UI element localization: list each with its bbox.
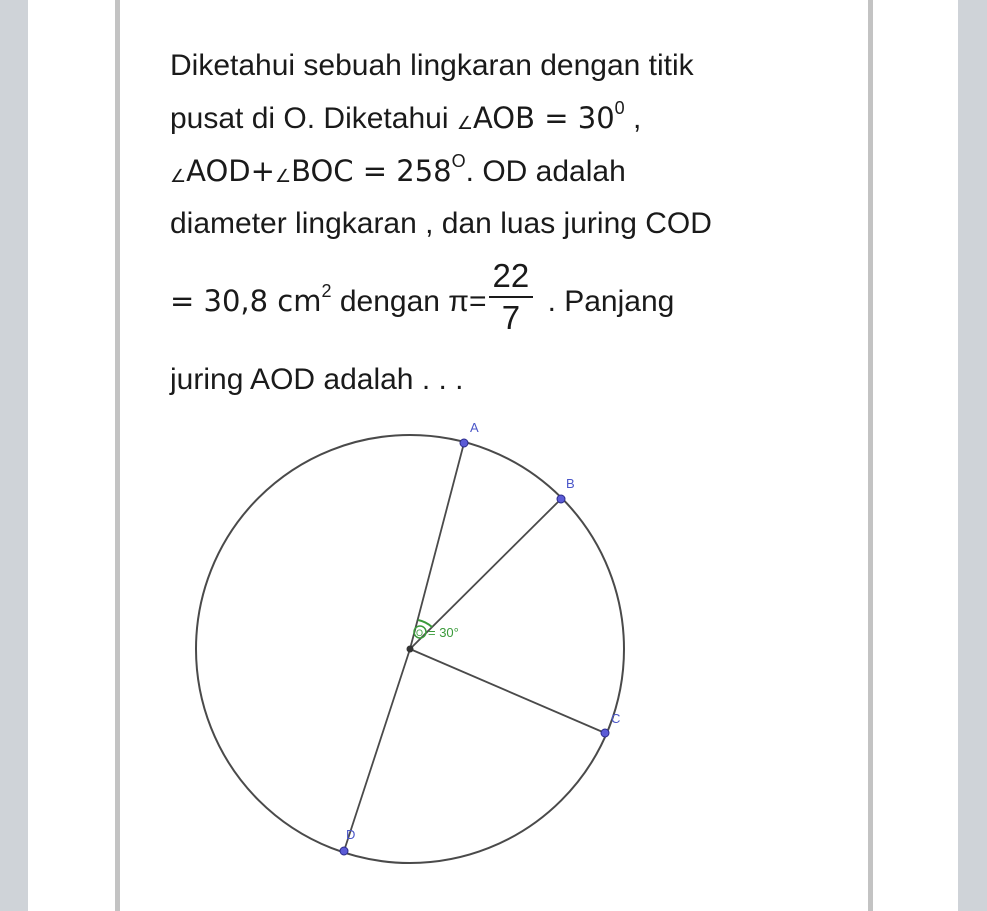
radius-oc — [410, 649, 605, 733]
point-b — [557, 495, 565, 503]
problem-line-4 — [170, 206, 712, 242]
problem-line-1-text: Diketahui sebuah lingkaran dengan titik — [170, 49, 694, 82]
aob-degree: 0 — [614, 98, 625, 118]
radius-oa — [410, 443, 464, 649]
left-margin-panel — [0, 0, 28, 911]
area-exponent: 2 — [321, 280, 332, 301]
boc-degree: O — [451, 151, 466, 171]
problem-line-4-text: diameter lingkaran , dan luas juring COD — [170, 207, 712, 240]
point-a — [460, 439, 468, 447]
problem-line-6-text: juring AOD adalah . . . — [170, 363, 464, 396]
label-c: C — [611, 711, 621, 726]
aob-expression: AOB = 30 — [472, 101, 615, 135]
label-b: B — [566, 476, 575, 491]
pi-text: dengan π= — [331, 284, 487, 318]
area-expression: = 30,8 cm — [170, 283, 322, 318]
center-point — [407, 646, 414, 653]
problem-line-2-text: pusat di O. Diketahui — [170, 102, 457, 135]
right-margin-panel — [958, 0, 987, 911]
label-d: D — [346, 827, 356, 842]
problem-line-6 — [170, 362, 464, 398]
pi-fraction — [489, 256, 534, 338]
problem-line-2 — [170, 100, 641, 140]
fraction-denominator: 7 — [501, 299, 521, 336]
angle-symbol-aod: ∠ — [170, 166, 187, 186]
problem-line-5 — [170, 257, 675, 344]
left-border-line — [115, 0, 120, 911]
problem-line-3-text: . OD adalah — [465, 155, 626, 188]
point-c — [601, 729, 609, 737]
angle-symbol-boc: ∠ — [274, 166, 292, 186]
problem-line-5-text: . Panjang — [539, 284, 675, 318]
comma: , — [624, 102, 642, 135]
problem-line-1 — [170, 48, 694, 84]
radius-od — [344, 649, 410, 851]
problem-line-3 — [170, 153, 626, 193]
point-d — [340, 847, 348, 855]
fraction-numerator: 22 — [489, 256, 534, 298]
angle-symbol-aob: ∠ — [456, 113, 473, 133]
label-a: A — [470, 420, 479, 435]
angle-label: = 30° — [428, 625, 459, 640]
right-border-line — [868, 0, 873, 911]
center-label-o: O — [416, 628, 424, 638]
aod-expression: AOD+ — [186, 154, 275, 188]
boc-expression: BOC = 258 — [291, 154, 452, 188]
